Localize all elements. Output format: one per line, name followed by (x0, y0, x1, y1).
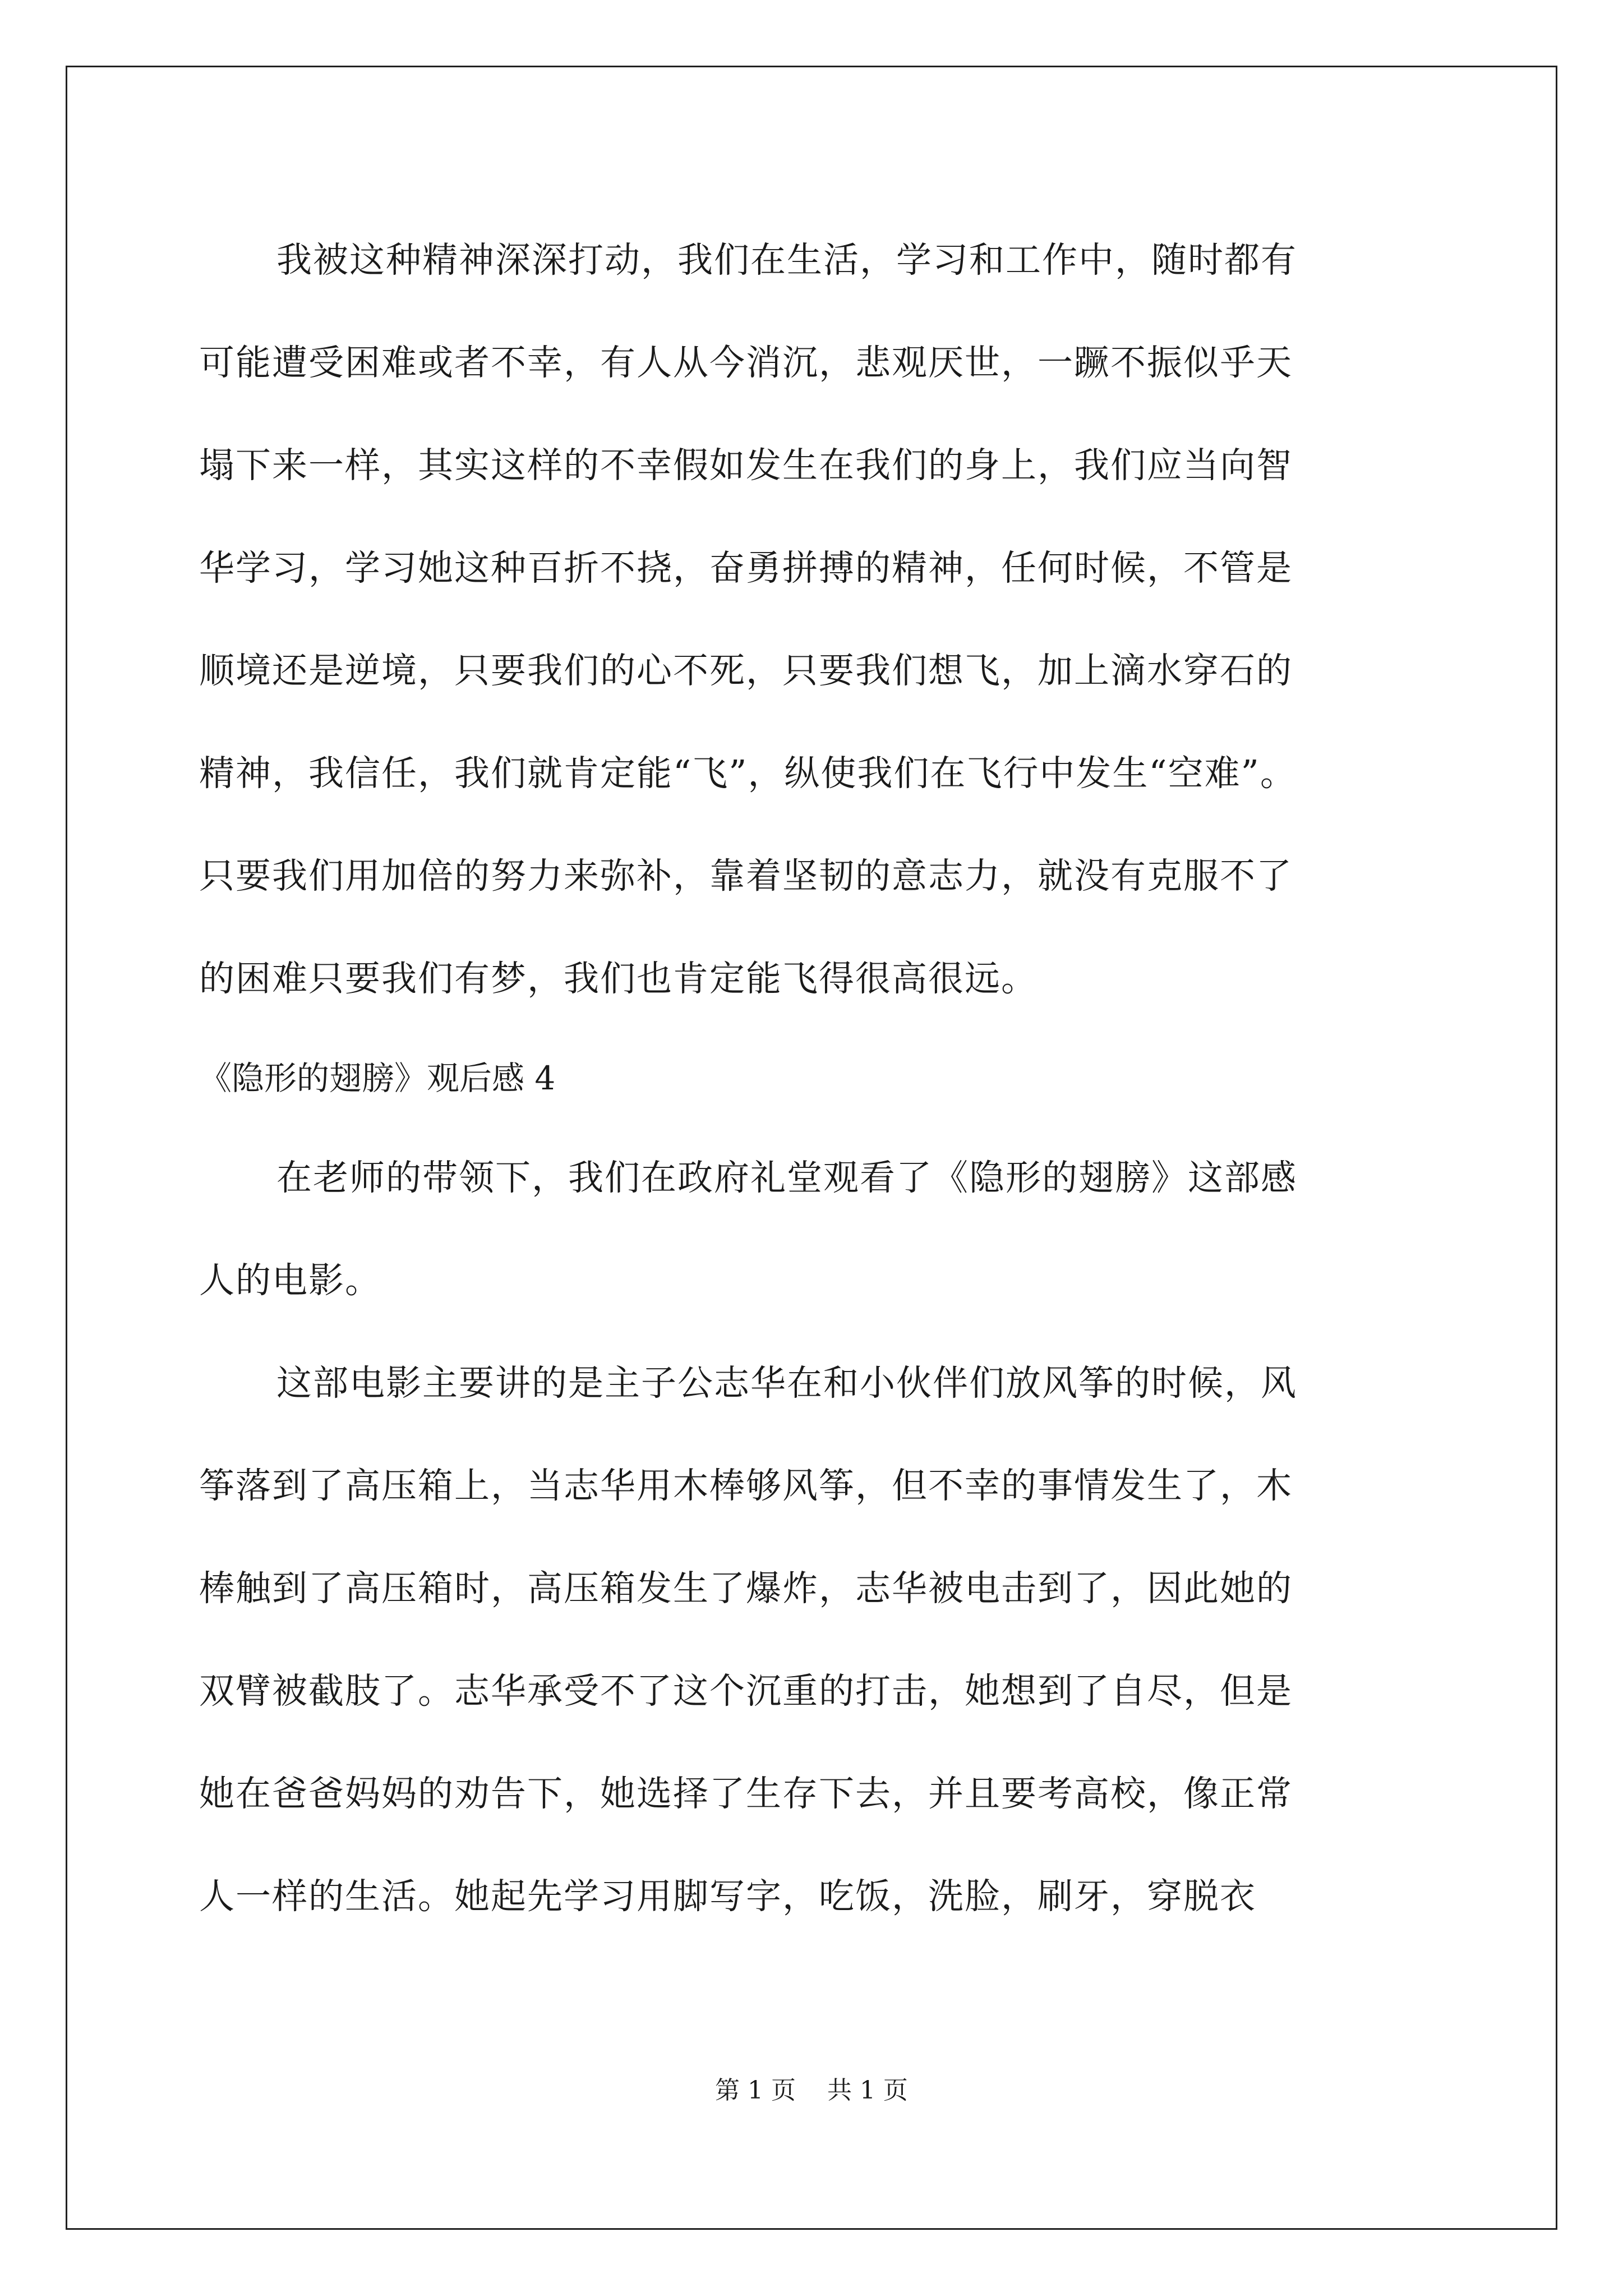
text-line: 她在爸爸妈妈的劝告下，她选择了生存下去，并且要考高校，像正常 (199, 1773, 1293, 1814)
section-heading: 《隐形的翅膀》观后感 4 (199, 1059, 556, 1097)
page-footer: 第 1 页 共 1 页 (715, 2076, 908, 2105)
text-line: 只要我们用加倍的努力来弥补，靠着坚韧的意志力，就没有克服不了 (199, 855, 1293, 896)
text-line: 在老师的带领下，我们在政府礼堂观看了《隐形的翅膀》这部感 (276, 1157, 1297, 1198)
text-line: 人的电影。 (199, 1260, 381, 1301)
paragraph (199, 1126, 1433, 1332)
text-line: 棒触到了高压箱时，高压箱发生了爆炸，志华被电击到了，因此她的 (199, 1568, 1293, 1609)
text-line: 精神，我信任，我们就肯定能“飞”，纵使我们在飞行中发生“空难”。 (199, 753, 1297, 794)
document-body (199, 209, 1433, 1948)
paragraph (199, 209, 1433, 1030)
paragraph (199, 1332, 1433, 1948)
text-line: 可能遭受困难或者不幸，有人从今消沉，悲观厌世，一蹶不振似乎天 (199, 342, 1293, 383)
text-line: 华学习，学习她这种百折不挠，奋勇拼搏的精神，任何时候，不管是 (199, 547, 1293, 588)
text-line: 的困难只要我们有梦，我们也肯定能飞得很高很远。 (199, 958, 1038, 999)
text-line: 这部电影主要讲的是主子公志华在和小伙伴们放风筝的时候，风 (276, 1363, 1297, 1404)
text-line: 我被这种精神深深打动，我们在生活，学习和工作中，随时都有 (276, 240, 1297, 280)
text-line: 顺境还是逆境，只要我们的心不死，只要我们想飞，加上滴水穿石的 (199, 650, 1293, 691)
text-line: 筝落到了高压箱上，当志华用木棒够风筝，但不幸的事情发生了，木 (199, 1465, 1293, 1506)
text-line: 塌下来一样，其实这样的不幸假如发生在我们的身上，我们应当向智 (199, 445, 1293, 486)
text-line: 人一样的生活。她起先学习用脚写字，吃饭，洗脸，刷牙，穿脱衣 (199, 1876, 1256, 1917)
text-line: 双臂被截肢了。志华承受不了这个沉重的打击，她想到了自尽，但是 (199, 1671, 1293, 1711)
